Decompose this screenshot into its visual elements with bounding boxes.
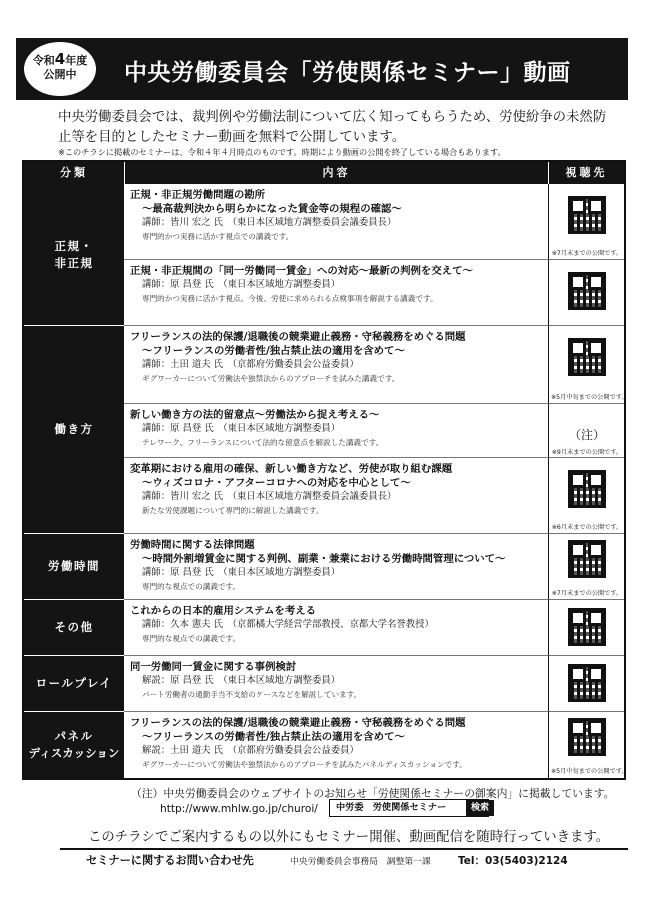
- seminar-item: [124, 712, 548, 778]
- item-title: 変革期における雇用の確保、新しい働き方など、労使が取り組む課題: [130, 463, 453, 475]
- header-view: 視聴先: [548, 162, 624, 184]
- item-description: ギグワーカーについて労働法や独禁法からのアプローチを試みた講義です。: [142, 374, 400, 383]
- item-description: 新たな労使課題について専門的に解説した講義です。: [142, 506, 324, 515]
- view-note: ※7月末までの公開です。: [551, 590, 623, 597]
- item-description: 専門的かつ実務に活かす視点。今後、労使に求められる点検事項を解説する講義です。: [142, 294, 438, 303]
- view-mark: （注）: [568, 428, 605, 442]
- view-note: ※5月中旬までの公開です。: [551, 394, 628, 401]
- search-box[interactable]: 中労委 労使関係セミナー: [329, 799, 489, 817]
- qr-code-icon[interactable]: [568, 338, 606, 376]
- contact-tel: Tel：03(5403)2124: [458, 855, 568, 867]
- seminar-item: [124, 404, 548, 458]
- item-description: 専門的な視点での講義です。: [142, 582, 241, 591]
- seminar-item: [124, 656, 548, 712]
- view-cell: [548, 404, 624, 458]
- footer-divider: [60, 848, 628, 850]
- category-label: 非正規: [54, 255, 94, 270]
- item-title: 新しい働き方の法的留意点～労働法から捉え考える～: [130, 409, 380, 421]
- qr-code-icon[interactable]: [568, 664, 606, 702]
- category-label: ディスカッション: [28, 746, 120, 760]
- view-cell: [548, 712, 628, 778]
- view-cell: [548, 184, 624, 260]
- view-cell: [548, 458, 624, 534]
- item-description: テレワーク、フリーランスについて法的な留意点を解説した講義です。: [142, 438, 384, 447]
- category-sonota: [24, 600, 124, 656]
- item-speaker: 講師：原 昌登 氏 （東日本区域地方調整委員）: [142, 567, 341, 578]
- badge-unit: 年度: [65, 54, 88, 67]
- category-roudoujikan: [24, 534, 124, 600]
- category-panel: [24, 712, 124, 778]
- qr-code-icon[interactable]: [568, 540, 606, 578]
- item-title: 正規・非正規間の「同一労働同一賃金」への対応～最新の判例を交えて～: [130, 265, 473, 277]
- item-speaker: 講師：原 昌登 氏 （東日本区域地方調整委員）: [142, 279, 341, 290]
- item-title: これからの日本的雇用システムを考える: [130, 605, 316, 617]
- badge-status: 公開中: [43, 68, 77, 81]
- seminar-item: [124, 184, 548, 260]
- more-info-text: このチラシでご案内するもの以外にもセミナー開催、動画配信を随時行っていきます。: [88, 830, 610, 845]
- qr-code-icon[interactable]: [568, 608, 606, 646]
- item-description: 専門的な視点での講義です。: [142, 634, 241, 643]
- badge-year: 4: [54, 50, 66, 68]
- item-description: パート労働者の通勤手当不支給のケースなどを解説しています。: [142, 690, 362, 699]
- category-label: パネル: [54, 729, 94, 743]
- contact-label: セミナーに関するお問い合わせ先: [86, 854, 254, 867]
- seminar-table: [22, 160, 626, 780]
- item-subtitle: ～フリーランスの労働者性/独占禁止法の適用を含めて～: [142, 731, 405, 743]
- item-title: 正規・非正規労働問題の勘所: [130, 189, 266, 201]
- item-title: 同一労働同一賃金に関する事例検討: [130, 661, 297, 673]
- category-label: その他: [54, 620, 94, 634]
- category-label: 働き方: [54, 422, 94, 436]
- qr-code-icon[interactable]: [568, 272, 606, 310]
- category-seiki: [24, 184, 124, 326]
- qr-code-icon[interactable]: [568, 718, 606, 756]
- website-link[interactable]: http://www.mhlw.go.jp/churoi/: [160, 803, 318, 815]
- qr-code-icon[interactable]: [568, 196, 606, 234]
- item-speaker: 解説：原 昌登 氏 （東日本区域地方調整委員）: [142, 675, 341, 686]
- view-note: ※7月末までの公開です。: [551, 250, 623, 257]
- intro-text: 中央労働委員会では、裁判例や労働法制について広く知ってもらうため、労使紛争の未然防止等を目的としたセミナー動画を無料で公開しています。: [58, 110, 607, 145]
- search-button[interactable]: 検索: [466, 800, 494, 816]
- category-hatarakikata: [24, 326, 124, 534]
- year-badge: [24, 42, 96, 96]
- item-title: フリーランスの法的保護/退職後の競業避止義務・守秘義務をめぐる問題: [130, 331, 466, 343]
- view-note: ※6月末までの公開です。: [551, 524, 623, 531]
- page-title: 中央労働委員会「労使関係セミナー」動画: [124, 60, 571, 86]
- item-speaker: 講師：原 昌登 氏 （東日本区域地方調整委員）: [142, 423, 341, 434]
- category-label: ロールプレイ: [35, 676, 113, 690]
- item-description: 専門的かつ実務に活かす視点での講義です。: [142, 232, 294, 241]
- category-label: 労働時間: [48, 559, 100, 573]
- item-subtitle: ～ウィズコロナ・アフターコロナへの対応を中心として～: [142, 477, 411, 489]
- badge-era: 令和: [32, 54, 55, 67]
- contact-office: 中央労働委員会事務局 調整第一課: [290, 857, 431, 867]
- view-note: ※9月末までの公開です。: [551, 449, 623, 456]
- view-cell: [548, 656, 624, 712]
- qr-code-icon[interactable]: [568, 470, 606, 508]
- item-subtitle: ～時間外割増賃金に関する判例、副業・兼業における労働時間管理について～: [142, 553, 506, 565]
- view-cell: [548, 260, 624, 326]
- item-title: 労働時間に関する法律問題: [130, 539, 255, 551]
- item-speaker: 講師：皆川 宏之 氏 （東日本区域地方調整委員会議委員長）: [142, 491, 397, 502]
- footer-note: （注）中央労働委員会のウェブサイトのお知らせ「労使関係セミナーの御案内」に掲載しています。: [131, 787, 615, 800]
- intro-note: ※このチラシに掲載のセミナーは、令和４年４月時点のものです。時期により動画の公開を終了している場合もあります。: [58, 147, 506, 157]
- seminar-item: [124, 260, 548, 326]
- seminar-item: [124, 326, 548, 404]
- item-speaker: 解説：土田 道夫 氏 （京都府労働委員会公益委員）: [142, 745, 359, 756]
- seminar-item: [124, 534, 548, 600]
- view-cell: [548, 326, 628, 404]
- item-subtitle: ～フリーランスの労働者性/独占禁止法の適用を含めて～: [142, 345, 405, 357]
- item-speaker: 講師：土田 道夫 氏 （京都府労働委員会公益委員）: [142, 359, 359, 370]
- item-speaker: 講師：皆川 宏之 氏 （東日本区域地方調整委員会議委員長）: [142, 217, 397, 228]
- header-content: 内容: [124, 162, 548, 184]
- item-subtitle: ～最高裁判決から明らかになった賃金等の規程の確認～: [142, 203, 402, 215]
- header-banner: [16, 38, 628, 100]
- item-speaker: 講師：久本 憲夫 氏 （京都橘大学経営学部教授、京都大学名誉教授）: [142, 619, 434, 630]
- view-cell: [548, 600, 624, 656]
- category-label: 正規・: [54, 238, 94, 253]
- seminar-item: [124, 458, 548, 534]
- view-note: ※5月中旬までの公開です。: [551, 768, 628, 775]
- header-category: 分類: [24, 162, 124, 184]
- item-title: フリーランスの法的保護/退職後の競業避止義務・守秘義務をめぐる問題: [130, 717, 466, 729]
- seminar-item: [124, 600, 548, 656]
- view-cell: [548, 534, 624, 600]
- item-description: ギグワーカーについて労働法や独禁法からのアプローチを試みたパネルディスカッションです。: [142, 760, 467, 769]
- category-roleplay: [24, 656, 124, 712]
